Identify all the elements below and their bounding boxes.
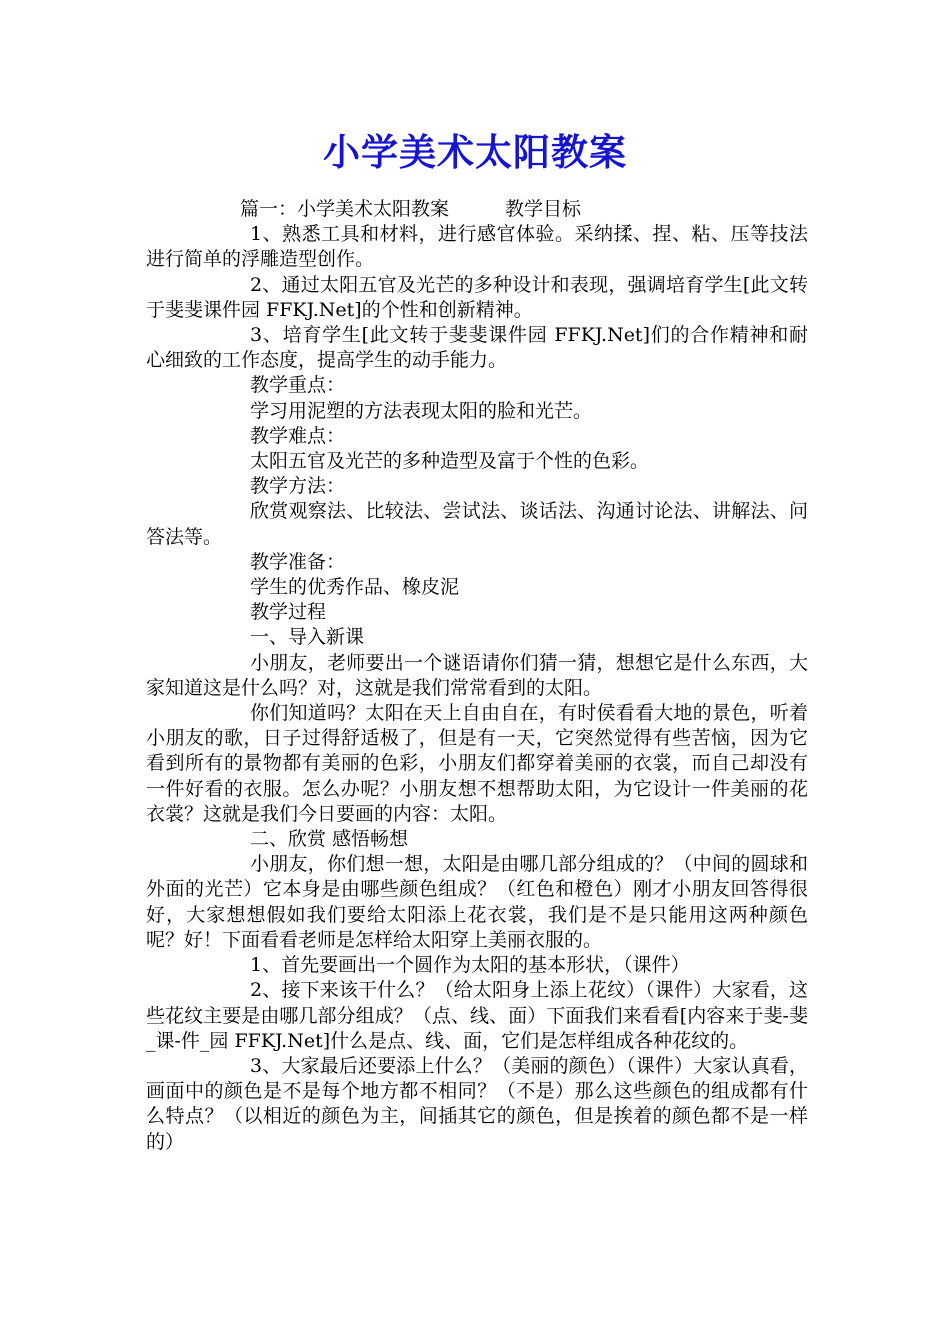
paragraph: 1、熟悉工具和材料，进行感官体验。采纳揉、捏、粘、压等技法进行简单的浮雕造型创作。 bbox=[146, 223, 808, 271]
section-subheading: 教学目标 bbox=[505, 198, 582, 220]
paragraph: 学习用泥塑的方法表现太阳的脸和光芒。 bbox=[250, 399, 593, 422]
section-heading: 篇一：小学美术太阳教案 bbox=[240, 198, 450, 220]
paragraph: 学生的优秀作品、橡皮泥 bbox=[250, 576, 460, 599]
paragraph: 教学方法： bbox=[250, 475, 346, 498]
section-heading-line bbox=[146, 197, 808, 222]
paragraph: 2、通过太阳五官及光芒的多种设计和表现，强调培育学生[此文转于斐斐课件园 FFKJ.Net]的个性和创新精神。 bbox=[146, 273, 808, 321]
paragraph: 你们知道吗？太阳在天上自由自在，有时侯看看大地的景色，听着小朋友的歌，日子过得舒适极了，但是有一天，它突然觉得有些苦恼，因为它看到所有的景物都有美丽的色彩，小朋友们都穿着美丽的衣裳，而自己却没有一件好看的衣服。怎么办呢？小朋友想不想帮助太阳，为它设计一件美丽的花衣裳？这就是我们今日要画的内容：太阳。 bbox=[146, 702, 808, 825]
paragraph: 教学准备： bbox=[250, 550, 346, 573]
paragraph: 教学难点： bbox=[250, 424, 346, 447]
paragraph: 教学过程 bbox=[250, 601, 327, 624]
paragraph: 欣赏观察法、比较法、尝试法、谈话法、沟通讨论法、讲解法、问答法等。 bbox=[146, 500, 808, 548]
paragraph: 3、培育学生[此文转于斐斐课件园 FFKJ.Net]们的合作精神和耐心细致的工作态度，提高学生的动手能力。 bbox=[146, 324, 808, 372]
paragraph: 一、导入新课 bbox=[250, 626, 365, 649]
paragraph: 二、欣赏 感悟畅想 bbox=[250, 828, 409, 851]
document-body bbox=[146, 197, 808, 1155]
paragraph: 小朋友，你们想一想，太阳是由哪几部分组成的？（中间的圆球和外面的光芒）它本身是由哪些颜色组成？（红色和橙色）刚才小朋友回答得很好，大家想想假如我们要给太阳添上花衣裳，我们是不是只能用这两种颜色呢？好！下面看看老师是怎样给太阳穿上美丽衣服的。 bbox=[146, 853, 808, 951]
document-title: 小学美术太阳教案 bbox=[323, 130, 627, 174]
paragraph: 1、首先要画出一个圆作为太阳的基本形状，（课件） bbox=[250, 954, 690, 977]
paragraph: 3、大家最后还要添上什么？（美丽的颜色）（课件）大家认真看，画面中的颜色是不是每个地方都不相同？（不是）那么这些颜色的组成都有什么特点？（以相近的颜色为主，间插其它的颜色，但是挨着的颜色都不是一样的） bbox=[146, 1054, 808, 1153]
paragraph: 教学重点： bbox=[250, 374, 346, 397]
paragraph: 2、接下来该干什么？（给太阳身上添上花纹）（课件）大家看，这些花纹主要是由哪几部分组成？（点、线、面）下面我们来看看[内容来于斐-斐_课-件_园 FFKJ.Net]什么是点、线、面，它们是怎样组成各种花纹的。 bbox=[146, 979, 808, 1052]
paragraph: 太阳五官及光芒的多种造型及富于个性的色彩。 bbox=[250, 450, 650, 473]
paragraph: 小朋友，老师要出一个谜语请你们猜一猜，想想它是什么东西，大家知道这是什么吗？对，这就是我们常常看到的太阳。 bbox=[146, 651, 808, 699]
